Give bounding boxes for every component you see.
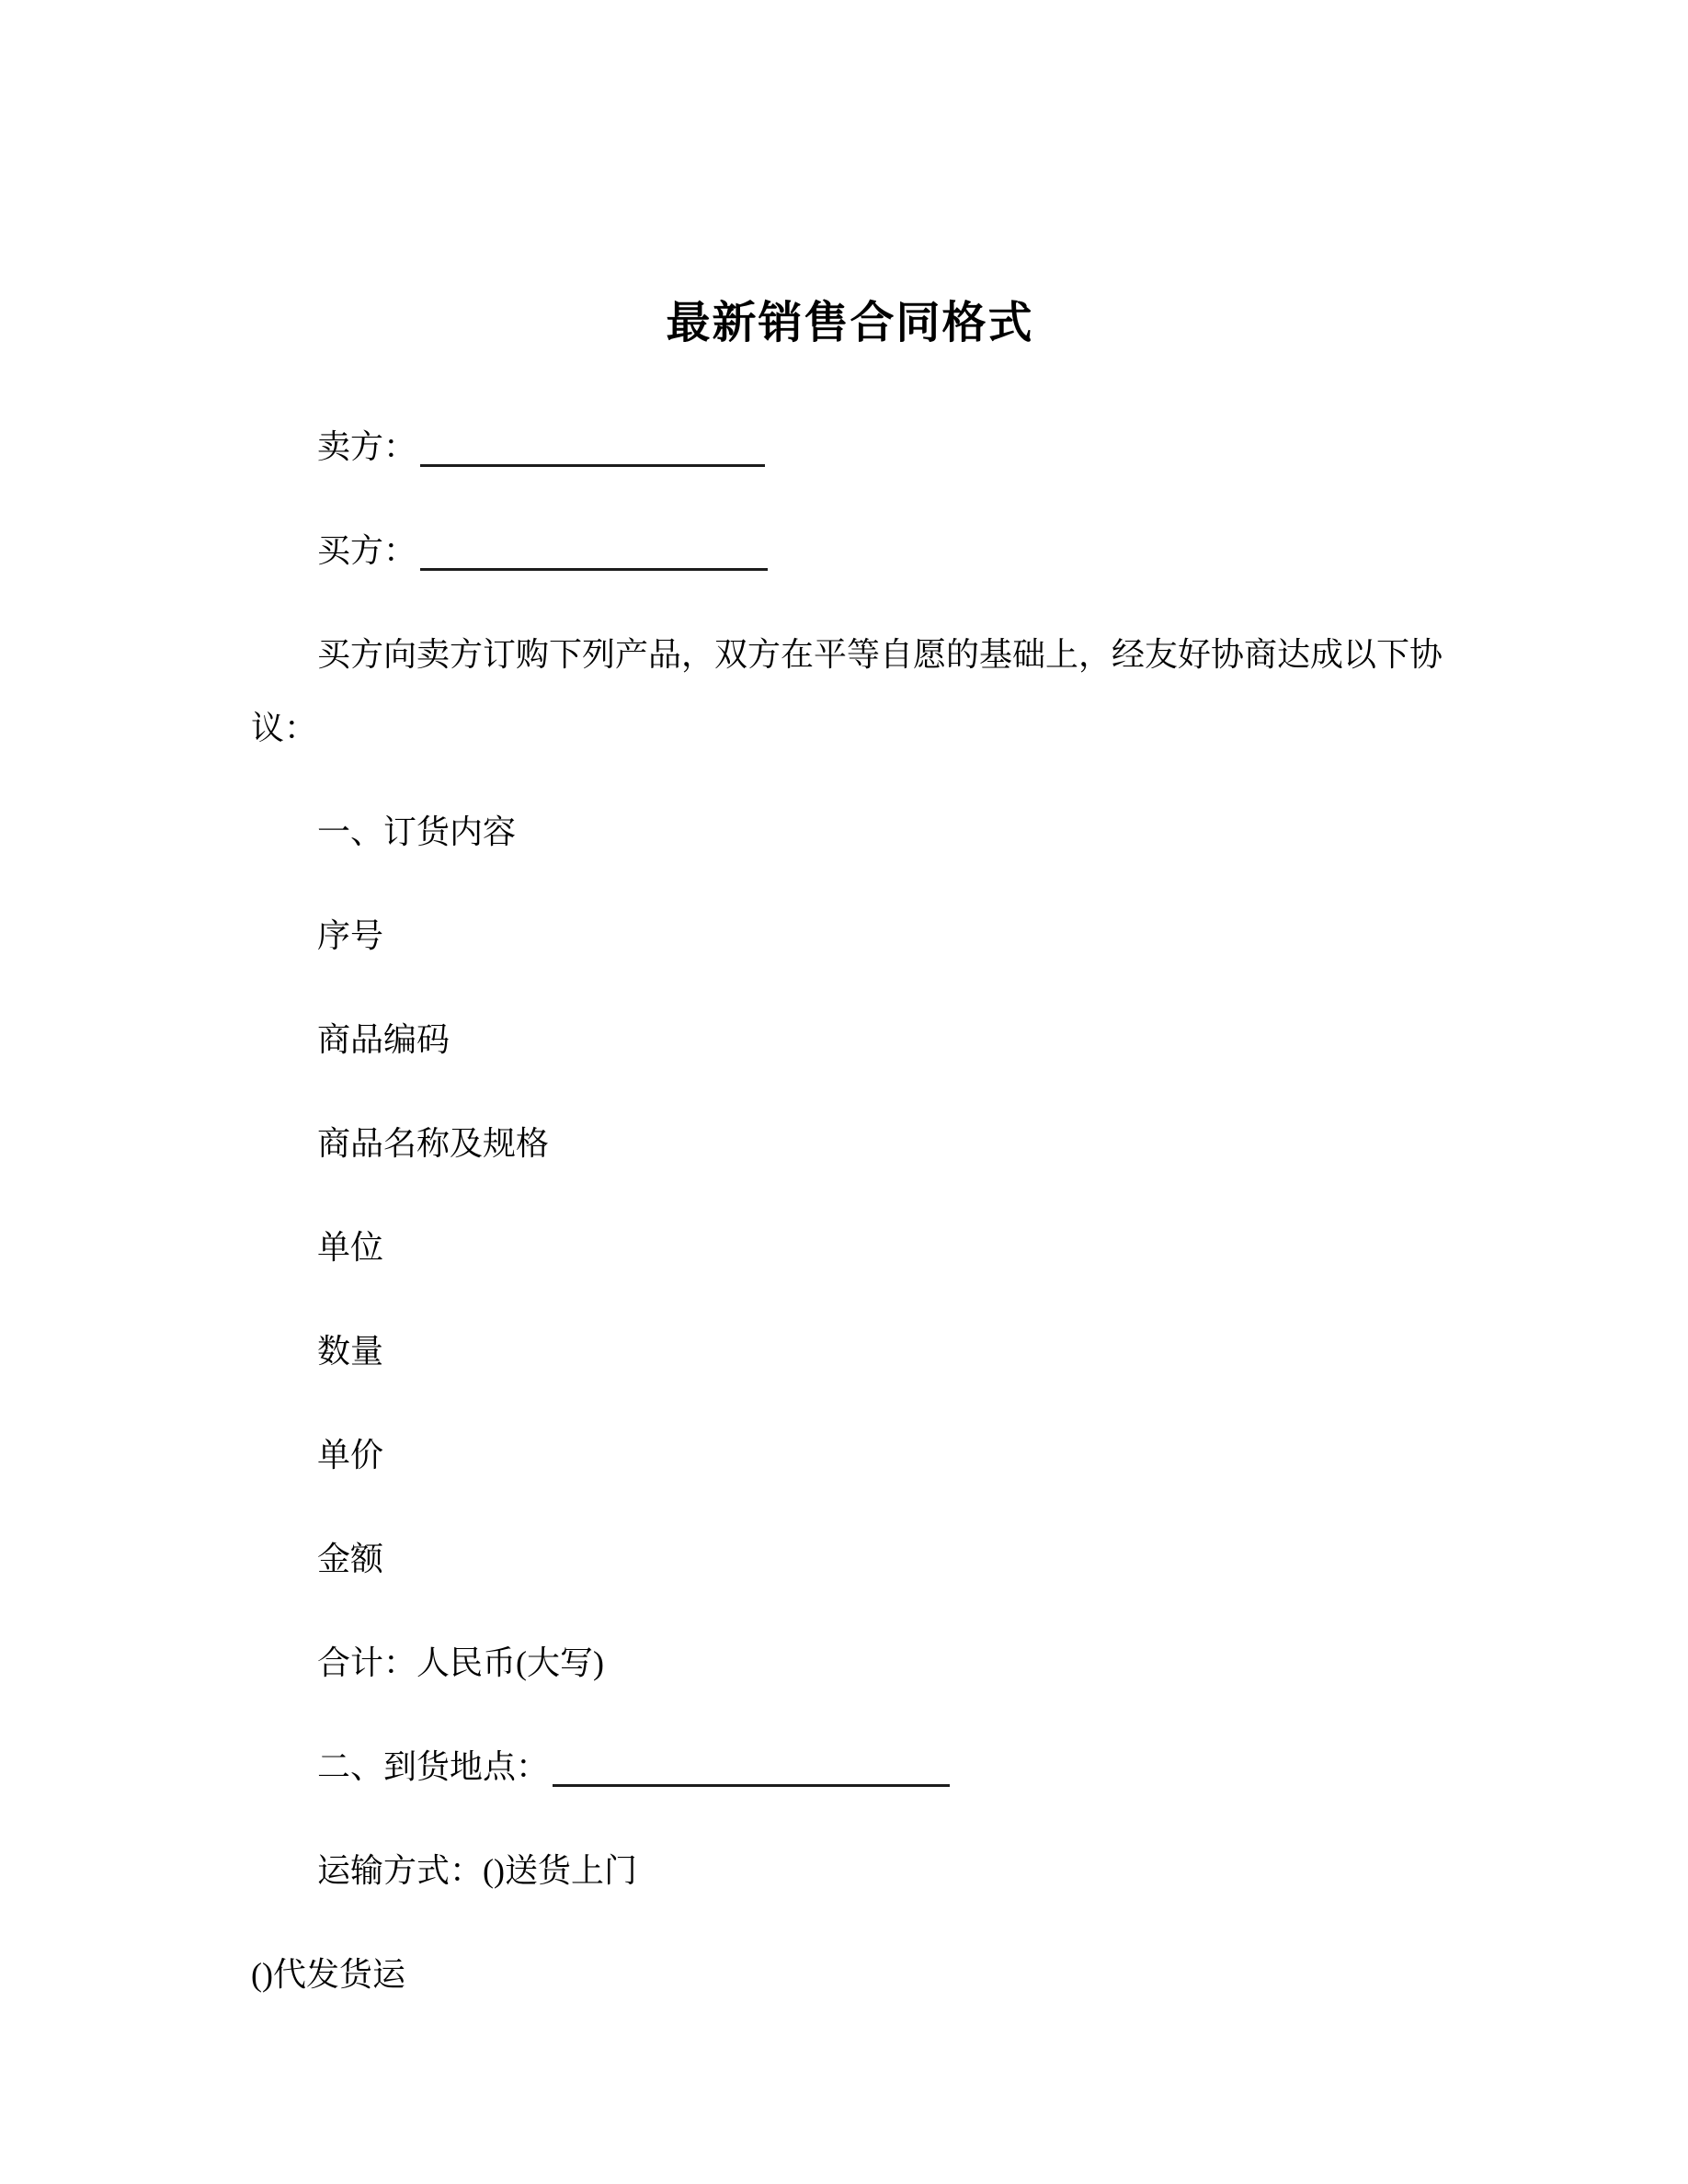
order-column-product-name-spec: 商品名称及规格 — [317, 1125, 550, 1162]
delivery-location-line — [251, 1730, 1449, 1803]
order-total-line: 合计：人民币(大写) — [317, 1644, 604, 1681]
seller-blank-line[interactable] — [420, 437, 765, 467]
order-column-product-code: 商品编码 — [317, 1021, 451, 1058]
order-column-serial-number: 序号 — [317, 917, 384, 954]
seller-label: 卖方： — [317, 428, 417, 465]
delivery-location-blank-line[interactable] — [553, 1757, 950, 1787]
order-section-heading: 一、订货内容 — [317, 813, 517, 850]
order-column-amount: 金额 — [317, 1541, 384, 1577]
transport-option-freight: ()代发货运 — [251, 1956, 405, 1993]
transport-method-line: 运输方式：()送货上门 — [317, 1852, 637, 1889]
buyer-blank-line[interactable] — [420, 540, 768, 571]
buyer-label: 买方： — [317, 532, 417, 569]
buyer-line — [251, 514, 1449, 587]
document-title: 最新销售合同格式 — [666, 299, 1034, 347]
intro-paragraph: 买方向卖方订购下列产品，双方在平等自愿的基础上，经友好协商达成以下协议： — [251, 636, 1443, 746]
seller-line — [251, 410, 1449, 483]
order-column-unit-price: 单价 — [317, 1437, 384, 1473]
order-column-quantity: 数量 — [317, 1333, 384, 1370]
delivery-section-heading: 二、到货地点： — [317, 1748, 550, 1785]
order-column-unit: 单位 — [317, 1229, 384, 1266]
